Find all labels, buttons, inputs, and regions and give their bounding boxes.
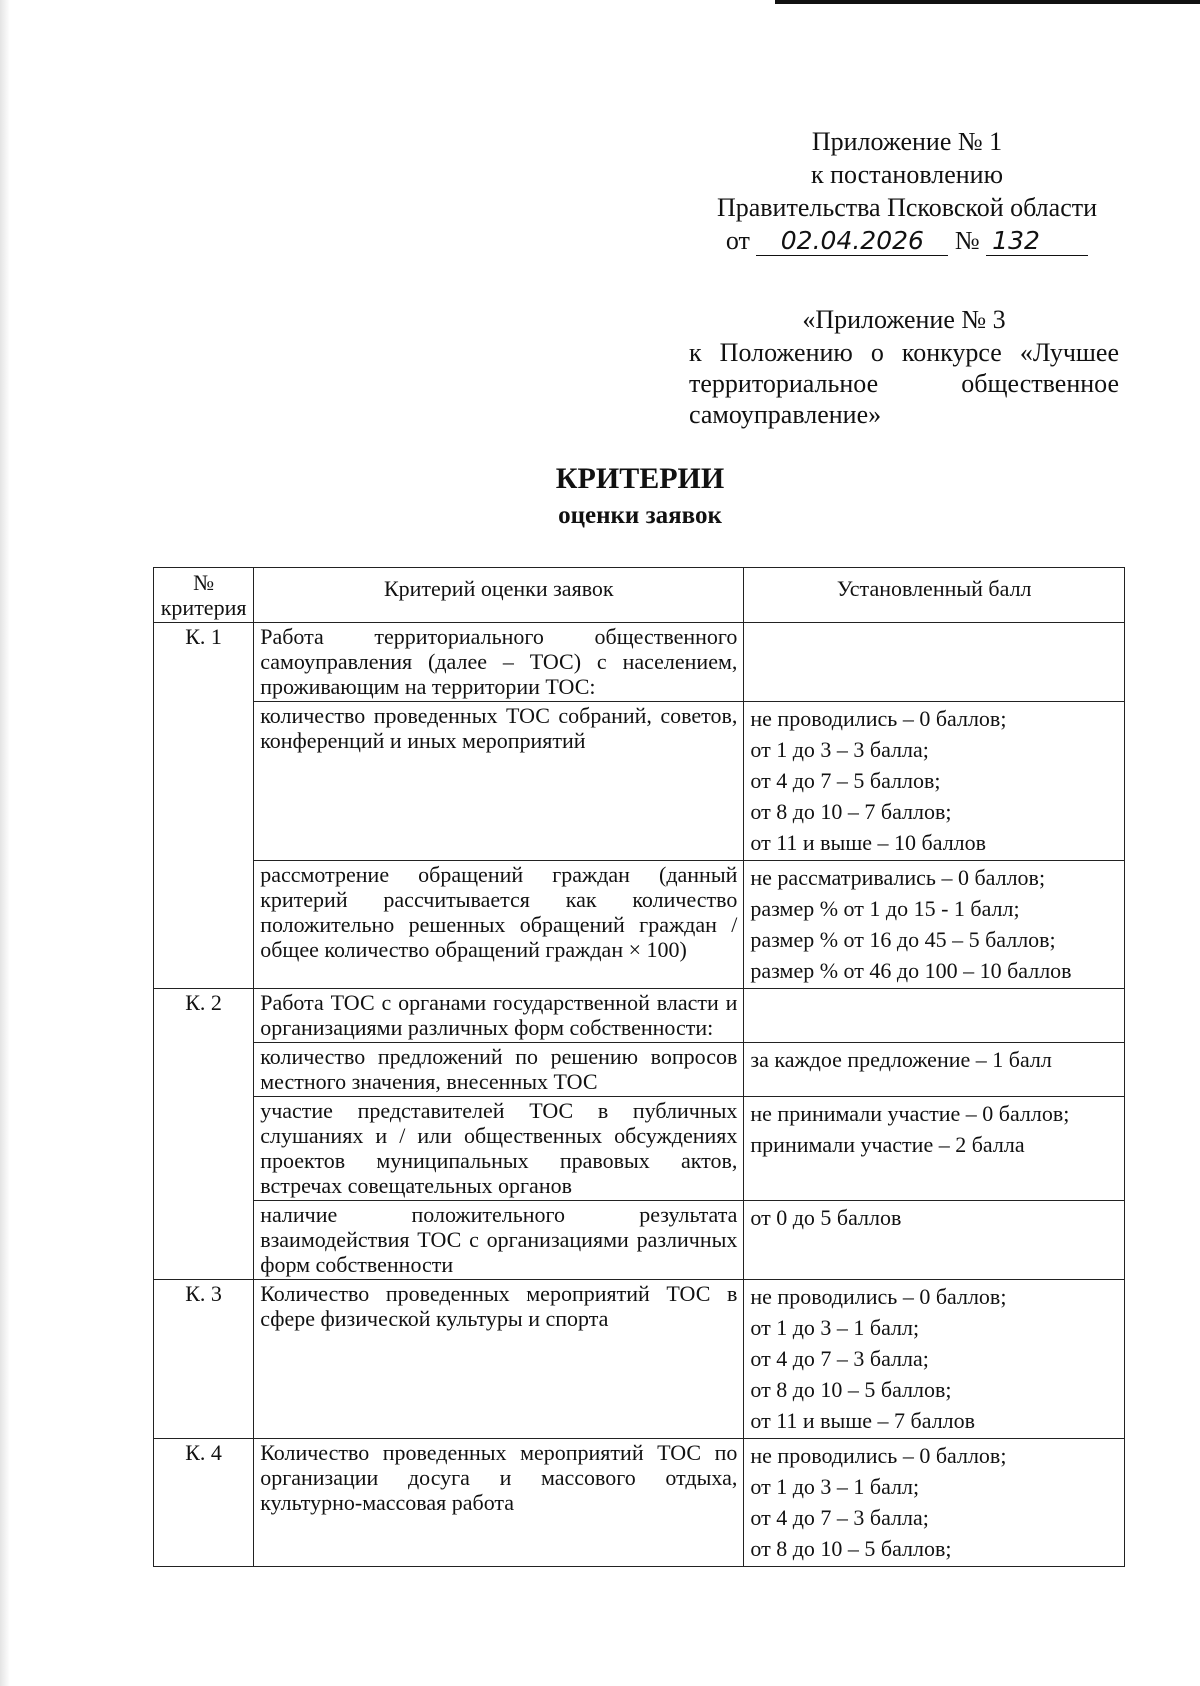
table-row: [154, 702, 1125, 861]
appendix-line-3: территориальное общественное: [689, 369, 1119, 398]
criteria-table: [153, 567, 1125, 1567]
appendix-reference: [689, 304, 1119, 430]
criterion-text: Работа ТОС с органами государственной власти и организациями различных форм собственности:: [254, 989, 744, 1043]
header-score: Установленный балл: [744, 568, 1125, 623]
score-line: размер % от 1 до 15 - 1 балл;: [750, 896, 1020, 921]
header-date-line: [697, 224, 1117, 257]
criteria-body: [154, 623, 1125, 1567]
criterion-number: К. 3: [154, 1280, 254, 1439]
criterion-text: Количество проведенных мероприятий ТОС по организации досуга и массового отдыха, культурно-массовая работа: [254, 1439, 744, 1567]
handwritten-date: 02.04.2026: [756, 227, 948, 256]
from-label: от: [725, 226, 750, 255]
table-row: [154, 989, 1125, 1043]
table-row: [154, 1280, 1125, 1439]
header-criterion: Критерий оценки заявок: [254, 568, 744, 623]
criterion-text: наличие положительного результата взаимодействия ТОС с организациями различных форм собственности: [254, 1201, 744, 1280]
table-row: [154, 1201, 1125, 1280]
header-num: № критерия: [154, 568, 254, 623]
criterion-number: К. 4: [154, 1439, 254, 1567]
header-line-1: Приложение № 1: [811, 127, 1003, 156]
table-row: [154, 1439, 1125, 1567]
score-line: не проводились – 0 баллов;: [750, 1284, 1007, 1309]
table-row: [154, 861, 1125, 989]
handwritten-number: 132: [986, 227, 1088, 256]
criterion-text: количество проведенных ТОС собраний, советов, конференций и иных мероприятий: [254, 702, 744, 861]
score-line: от 1 до 3 – 3 балла;: [750, 737, 929, 762]
score-cell: [744, 1043, 1125, 1097]
score-cell: [744, 1097, 1125, 1201]
table-row: [154, 1097, 1125, 1201]
criterion-text: Количество проведенных мероприятий ТОС в сфере физической культуры и спорта: [254, 1280, 744, 1439]
score-line: от 4 до 7 – 3 балла;: [750, 1346, 929, 1371]
score-line: за каждое предложение – 1 балл: [750, 1047, 1052, 1072]
criterion-number: К. 1: [154, 623, 254, 989]
appendix-line-2: к Положению о конкурсе «Лучшее: [689, 338, 1119, 367]
table-row: [154, 1043, 1125, 1097]
score-line: от 8 до 10 – 7 баллов;: [750, 799, 952, 824]
score-line: от 0 до 5 баллов: [750, 1205, 902, 1230]
score-cell: [744, 1439, 1125, 1567]
score-cell: [744, 989, 1125, 1043]
header-line-2: к постановлению: [810, 160, 1004, 189]
score-cell: [744, 1280, 1125, 1439]
decree-header: [697, 125, 1117, 257]
score-line: от 11 и выше – 7 баллов: [750, 1408, 976, 1433]
criterion-text: количество предложений по решению вопросов местного значения, внесенных ТОС: [254, 1043, 744, 1097]
score-cell: [744, 861, 1125, 989]
score-line: не принимали участие – 0 баллов;: [750, 1101, 1070, 1126]
top-scan-rule: [775, 0, 1200, 4]
score-line: не проводились – 0 баллов;: [750, 1443, 1007, 1468]
score-line: от 1 до 3 – 1 балл;: [750, 1315, 920, 1340]
criterion-text: участие представителей ТОС в публичных слушаниях и / или общественных обсуждениях проектов муниципальных правовых актов, встречах совещательных органов: [254, 1097, 744, 1201]
header-line-3: Правительства Псковской области: [716, 193, 1098, 222]
score-line: принимали участие – 2 балла: [750, 1132, 1025, 1157]
appendix-line-4: самоуправление»: [689, 400, 882, 429]
score-line: не рассматривались – 0 баллов;: [750, 865, 1046, 890]
score-line: размер % от 16 до 45 – 5 баллов;: [750, 927, 1056, 952]
score-line: от 4 до 7 – 5 баллов;: [750, 768, 941, 793]
document-title: КРИТЕРИИ: [555, 462, 725, 495]
score-line: от 8 до 10 – 5 баллов;: [750, 1377, 952, 1402]
score-line: от 8 до 10 – 5 баллов;: [750, 1536, 952, 1561]
score-line: не проводились – 0 баллов;: [750, 706, 1007, 731]
score-line: от 1 до 3 – 1 балл;: [750, 1474, 920, 1499]
score-line: от 11 и выше – 10 баллов: [750, 830, 987, 855]
score-cell: [744, 623, 1125, 702]
score-line: от 4 до 7 – 3 балла;: [750, 1505, 929, 1530]
criterion-text: рассмотрение обращений граждан (данный критерий рассчитывается как количество положительно решенных обращений граждан / общее количество обращений граждан × 100): [254, 861, 744, 989]
table-header-row: [154, 568, 1125, 623]
number-label: №: [954, 226, 980, 255]
score-cell: [744, 1201, 1125, 1280]
score-cell: [744, 702, 1125, 861]
score-line: размер % от 46 до 100 – 10 баллов: [750, 958, 1072, 983]
appendix-line-1: «Приложение № 3: [802, 305, 1006, 334]
page-edge-shadow: [0, 0, 10, 1686]
document-subtitle: оценки заявок: [558, 502, 722, 529]
criterion-text: Работа территориального общественного самоуправления (далее – ТОС) с населением, проживающим на территории ТОС:: [254, 623, 744, 702]
table-row: [154, 623, 1125, 702]
criterion-number: К. 2: [154, 989, 254, 1280]
